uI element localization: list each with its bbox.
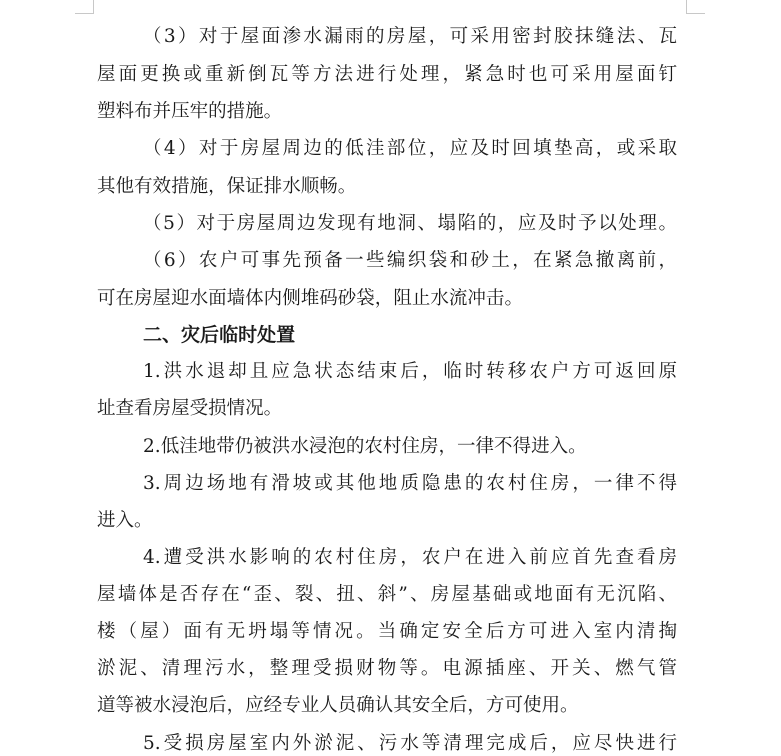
paragraph-line: 楼（屋）面有无坍塌等情况。当确定安全后方可进入室内清掏 <box>97 621 677 642</box>
paragraph-line: 屋墙体是否存在“歪、裂、扭、斜”、房屋基础或地面有无沉陷、 <box>97 584 677 605</box>
paragraph-line: 屋面更换或重新倒瓦等方法进行处理，紧急时也可采用屋面钉 <box>97 64 677 85</box>
crop-mark-right <box>686 0 687 13</box>
paragraph-line: 进入。 <box>97 510 153 531</box>
crop-mark-right-h <box>686 13 705 14</box>
paragraph-line: 淤泥、清理污水，整理受损财物等。电源插座、开关、燃气管 <box>97 658 677 679</box>
section-heading: 二、灾后临时处置 <box>143 324 296 346</box>
paragraph-line: （4）对于房屋周边的低洼部位，应及时回填垫高，或采取 <box>143 138 677 159</box>
paragraph-line: 3.周边场地有滑坡或其他地质隐患的农村住房，一律不得 <box>143 473 677 494</box>
paragraph-line: 道等被水浸泡后，应经专业人员确认其安全后，方可使用。 <box>97 695 579 716</box>
paragraph-line: 可在房屋迎水面墙体内侧堆码砂袋，阻止水流冲击。 <box>97 288 523 309</box>
paragraph-line: （6）农户可事先预备一些编织袋和砂土，在紧急撤离前， <box>143 250 677 271</box>
paragraph-line: 塑料布并压牢的措施。 <box>97 101 283 122</box>
paragraph-line: 2.低洼地带仍被洪水浸泡的农村住房，一律不得进入。 <box>143 436 587 457</box>
paragraph-line: 1.洪水退却且应急状态结束后，临时转移农户方可返回原 <box>143 361 677 382</box>
paragraph-line: 4.遭受洪水影响的农村住房，农户在进入前应首先查看房 <box>143 547 677 568</box>
crop-mark-left-h <box>75 13 94 14</box>
paragraph-line: 其他有效措施，保证排水顺畅。 <box>97 176 357 197</box>
paragraph-line: 址查看房屋受损情况。 <box>97 398 283 419</box>
paragraph-line: 5.受损房屋室内外淤泥、污水等清理完成后，应尽快进行 <box>143 733 677 754</box>
paragraph-line: （5）对于房屋周边发现有地洞、塌陷的，应及时予以处理。 <box>143 213 677 234</box>
crop-mark-left <box>93 0 94 13</box>
paragraph-line: （3）对于屋面渗水漏雨的房屋，可采用密封胶抹缝法、瓦 <box>143 26 677 47</box>
